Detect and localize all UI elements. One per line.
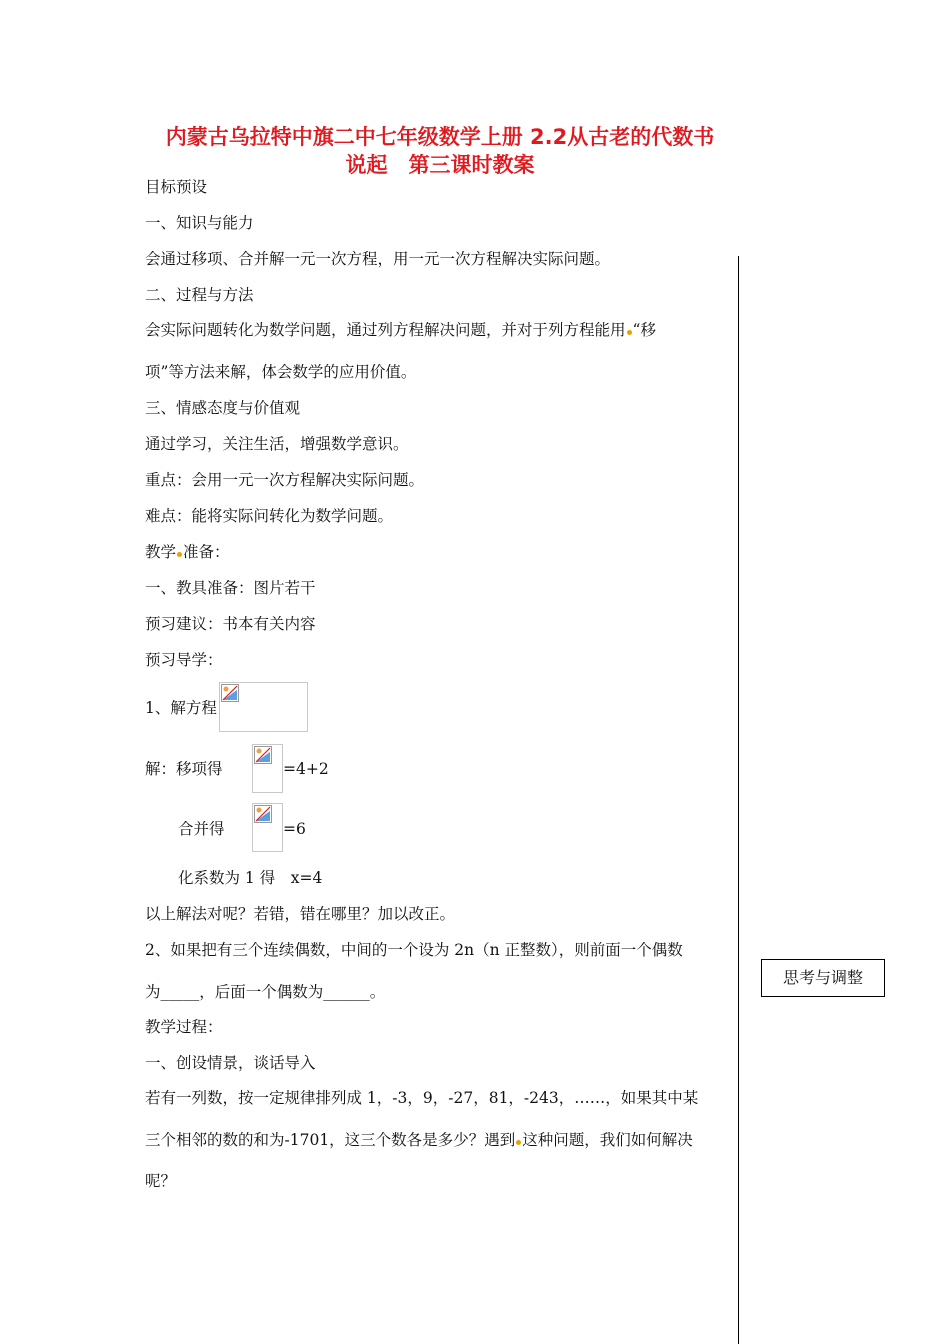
intro-line-2-part-c: 这种问题，我们如何解决 bbox=[522, 1131, 693, 1149]
process-step-1: 一、创设情景，谈话导入 bbox=[145, 1054, 316, 1072]
section-3-heading: 三、情感态度与价值观 bbox=[145, 399, 301, 417]
title-line-1: 内蒙古乌拉特中旗二中七年级数学上册 2.2从古老的代数书 bbox=[165, 125, 715, 149]
intro-line-2 bbox=[145, 1130, 693, 1150]
section-1-heading: 一、知识与能力 bbox=[145, 214, 254, 232]
difficulty: 难点：能将实际问转化为数学问题。 bbox=[145, 507, 394, 525]
marker-dot bbox=[627, 330, 632, 335]
reflection-box: 思考与调整 bbox=[761, 959, 885, 997]
section-2-text-line-1 bbox=[145, 320, 656, 340]
intro-line-3: 呢？ bbox=[145, 1172, 177, 1190]
section-2-text-part-a: 会实际问题转化为数学问题，通过列方程解决问题，并对于列方程能用 bbox=[145, 321, 626, 339]
broken-image-icon bbox=[254, 746, 272, 764]
preview-guide: 预习导学： bbox=[145, 651, 223, 669]
question-1-label: 1、解方程 bbox=[145, 699, 217, 717]
question-2-line-2: 为_____，后面一个偶数为______。 bbox=[145, 983, 386, 1001]
process-heading: 教学过程： bbox=[145, 1018, 223, 1036]
preview-suggestion: 预习建议：书本有关内容 bbox=[145, 615, 316, 633]
intro-line-2-part-a: 三个相邻的数的和为-1701，这三个数各是多 bbox=[145, 1131, 454, 1149]
broken-image-icon bbox=[221, 684, 239, 702]
solution-label: 解：移项得 bbox=[145, 760, 223, 778]
question-1-prompt: 以上解法对呢？若错，错在哪里？加以改正。 bbox=[145, 905, 456, 923]
section-2-heading: 二、过程与方法 bbox=[145, 286, 254, 304]
margin-divider bbox=[738, 256, 739, 1344]
intro-line-2-part-b: 少？遇到 bbox=[453, 1131, 516, 1149]
section-2-text-part-b: “移 bbox=[632, 321, 656, 339]
solution-step-1-rhs: =4+2 bbox=[283, 760, 329, 778]
equation-image bbox=[219, 682, 308, 732]
key-point: 重点：会用一元一次方程解决实际问题。 bbox=[145, 471, 425, 489]
equation-image bbox=[252, 803, 283, 852]
marker-dot bbox=[516, 1140, 521, 1145]
prep-heading-part-b: 准备： bbox=[183, 543, 230, 561]
marker-dot bbox=[177, 552, 182, 557]
prep-heading-part-a: 教学 bbox=[145, 543, 177, 561]
broken-image-icon bbox=[254, 805, 272, 823]
solution-step-3: 化系数为 1 得 x=4 bbox=[178, 869, 323, 887]
section-2-text-line-2: 项”等方法来解，体会数学的应用价值。 bbox=[145, 363, 417, 381]
goal-heading: 目标预设 bbox=[145, 178, 208, 196]
solution-step-2-label: 合并得 bbox=[178, 820, 225, 838]
prep-item: 一、教具准备：图片若干 bbox=[145, 579, 316, 597]
prep-heading bbox=[145, 542, 230, 562]
section-3-text: 通过学习，关注生活，增强数学意识。 bbox=[145, 435, 409, 453]
equation-image bbox=[252, 744, 283, 793]
section-1-text: 会通过移项、合并解一元一次方程，用一元一次方程解决实际问题。 bbox=[145, 250, 611, 268]
intro-line-1: 若有一列数，按一定规律排列成 1，-3，9，-27，81，-243，……，如果其中某 bbox=[145, 1089, 699, 1107]
title-line-2: 说起 第三课时教案 bbox=[345, 153, 535, 177]
solution-step-2-rhs: =6 bbox=[283, 820, 306, 838]
question-2-line-1: 2、如果把有三个连续偶数，中间的一个设为 2n（n 正整数），则前面一个偶数 bbox=[145, 941, 683, 959]
